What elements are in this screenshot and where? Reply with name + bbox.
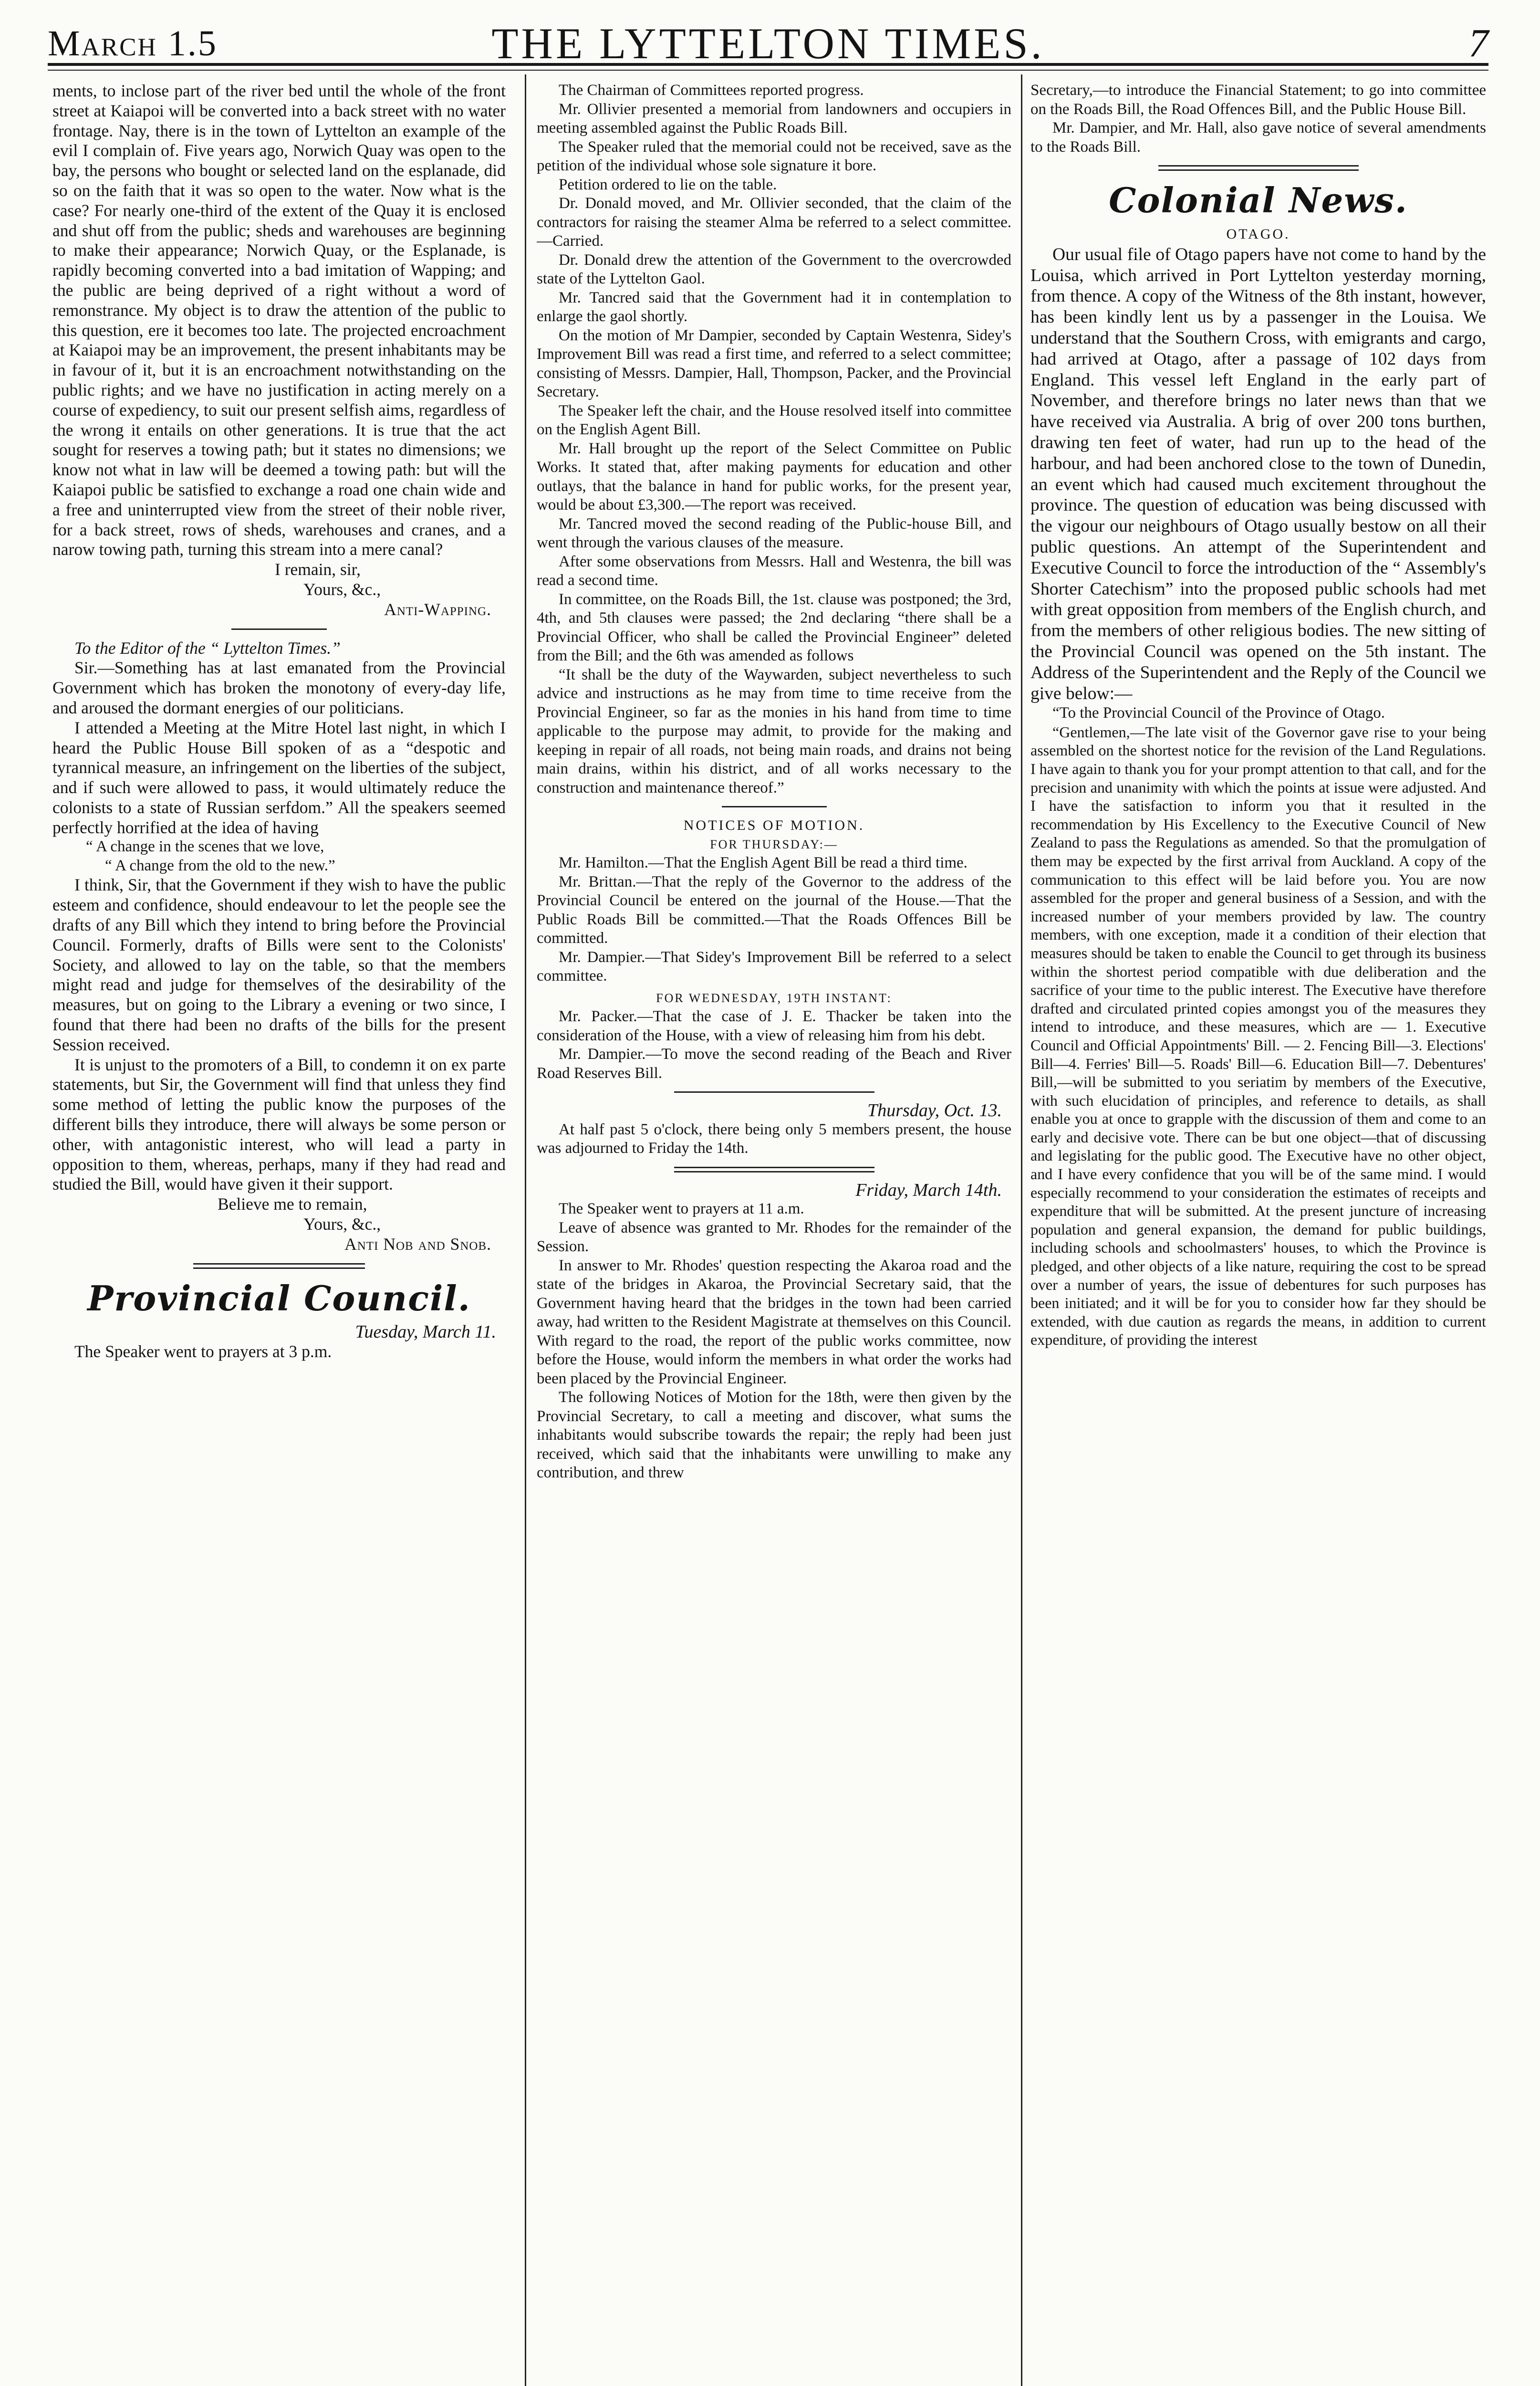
letter2-closing: Believe me to remain,: [218, 1194, 367, 1214]
letter2-quote-2: “ A change from the old to the new.”: [105, 857, 335, 874]
council-report-2: Mr. Ollivier presented a memorial from landowners and occupiers in meeting assembled against the Public Roads Bill.: [537, 100, 1011, 136]
letter2-heading: To the Editor of the “ Lyttelton Times.”: [74, 638, 341, 658]
letter2-para-2: I attended a Meeting at the Mitre Hotel last night, in which I heard the Public House Bill spoken of as a “despotic and tyrannical measure, an infringement on the liberties of the subject, and if such were allowed to pass, it would ultimately reduce the colonists to a state of Russian serfdom.” All the speakers seemed perfectly horrified at the idea of having: [52, 718, 506, 837]
council-report-1: The Chairman of Committees reported progress.: [559, 82, 864, 99]
notice-2: Mr. Brittan.—That the reply of the Governor to the address of the Provincial Council be entered on the journal of the House.—That the Public Roads Bill be committed.—That the Roads Offences Bill be committed.: [537, 873, 1011, 947]
notice-5: Mr. Dampier.—To move the second reading of the Beach and River Road Reserves Bill.: [537, 1046, 1011, 1082]
otago-intro: Our usual file of Otago papers have not come to hand by the Louisa, which arrived in Port Lyttelton yesterday morning, from thence. A copy of the Witness of the 8th instant, however, has been kindly lent us by a passenger in the Louisa. We understand that the Southern Cross, with emigrants and cargo, had arrived at Otago, after a passage of 102 days from England. This vessel left England in the early part of November, and therefore brings no later news than that we have received via Australia. A brig of over 200 tons burthen, drawing ten feet of water, had run up to the head of the harbour, and had been anchored close to the town of Dunedin, an event which had caused much excitement throughout the province. The question of education was being discussed with the vigour our neighbours of Otago usually bestow on all their public questions. An attempt of the Superintendent and Executive Council to force the introduction of the “ Assembly's Shorter Catechism” into the proposed public schools had met with great opposition from members of the English church, and from the members of other religious bodies. The new sitting of the Provincial Council was opened on the 5th instant. The Address of the Superintendent and the Reply of the Council we give below:—: [1030, 244, 1486, 703]
council-report-5: Dr. Donald moved, and Mr. Ollivier seconded, that the claim of the contractors for raising the steamer Alma be referred to a select committee.—Carried.: [537, 195, 1011, 250]
session-date-tuesday: Tuesday, March 11.: [355, 1321, 496, 1342]
friday-para-4: The following Notices of Motion for the 18th, were then given by the Provincial Secretary, to call a meeting and discover, what sums the inhabitants would subscribe towards the repair; the reply had been just received, which said that the inhabitants were unwilling to make any contribution, and threw: [537, 1389, 1011, 1481]
council-report-12: After some observations from Messrs. Hall and Westenra, the bill was read a second time.: [537, 553, 1011, 589]
letter1-body: ments, to inclose part of the river bed until the whole of the front street at Kaiapoi will be converted into a back street with no water frontage. Nay, there is in the town of Lyttelton an example of the evil I complain of. Five years ago, Norwich Quay was open to the bay, the persons who bought or selected land on the esplanade, did so on the faith that it was so open to the water. Now what is the case? For nearly one-third of the extent of the Quay it is enclosed and shut off from the public; sheds and warehouses are beginning to make their appearance; Norwich Quay, or the Esplanade, is rapidly becoming converted into a bad imitation of Wapping; and the public are being deprived of a right without a word of remonstrance. My object is to draw the attention of the public to this question, ere it becomes too late. The projected encroachment at Kaiapoi may be an improvement, the present inhabitants may be in favour of it, but it is an encroachment notwithstanding on the public rights; and we have no justification in acting merely on a course of expediency, to suit our present selfish aims, regardless of the wrong it entails on other generations. It is true that the act sought for reserves a towing path; but it states no dimensions; we know not what in law will be deemed a towing path: but will the Kaiapoi public be satisfied to exchange a road one chain wide and a free and uninterrupted view from the street of their noble river, for a back street, rows of sheds, warehouses and cranes, and a narow towing path, turning this stream into a mere canal?: [52, 81, 506, 559]
section-title-colonial-news: Colonial News.: [1109, 180, 1408, 220]
column-divider-1: [525, 74, 526, 2386]
council-report-7: Mr. Tancred said that the Government had it in contemplation to enlarge the gaol shortly.: [537, 289, 1011, 325]
letter2-para-1: Sir.—Something has at last emanated from the Provincial Government which has broken the monotony of every-day life, and aroused the dormant energies of our politicians.: [52, 658, 506, 717]
column-2: [537, 81, 1011, 2386]
council-report-13: In committee, on the Roads Bill, the 1st. clause was postponed; the 3rd, 4th, and 5th clauses were passed; the 2nd declaring “there shall be a Provincial Officer, who shall be called the Provincial Engineer” deleted from the Bill; and the 6th was amended as follows: [537, 590, 1011, 664]
friday-para-1: The Speaker went to prayers at 11 a.m.: [559, 1200, 804, 1217]
council-continued-1: Secretary,—to introduce the Financial Statement; to go into committee on the Roads Bill, the Road Offences Bill, and the Public House Bill.: [1030, 82, 1486, 118]
session-date-thursday: Thursday, Oct. 13.: [867, 1100, 1002, 1120]
council-report-8: On the motion of Mr Dampier, seconded by Captain Westenra, Sidey's Improvement Bill was read a first time, and referred to a select committee; consisting of Messrs. Dampier, Hall, Thompson, Packer, and the Provincial Secretary.: [537, 326, 1011, 400]
letter2-para-3: I think, Sir, that the Government if they wish to have the public esteem and confidence, should endeavour to let the people see the drafts of any Bill which they intend to bring before the Provincial Council. Formerly, drafts of Bills were sent to the Colonists' Society, and allowed to lay on the table, so that the members might read and judge for themselves of the desirability of the measures, but on going to the Library a evening or two since, I found that there had been no drafts of the bills for the present Session received.: [52, 875, 506, 1054]
friday-divider: [674, 1167, 874, 1172]
newspaper-title: THE LYTTELTON TIMES.: [491, 19, 1045, 68]
masthead: [48, 14, 1488, 67]
masthead-rule-thin: [48, 70, 1488, 71]
section-title-provincial-council: Provincial Council.: [87, 1277, 471, 1319]
masthead-rule: [48, 63, 1488, 66]
council-report-4: Petition ordered to lie on the table.: [559, 176, 777, 193]
notices-divider: [722, 806, 827, 807]
notice-1: Mr. Hamilton.—That the English Agent Bill be read a third time.: [559, 854, 968, 871]
section-divider: [193, 1263, 365, 1269]
column-1: [52, 81, 506, 2386]
address-heading: “To the Provincial Council of the Province of Otago.: [1052, 704, 1385, 722]
column-divider-2: [1021, 74, 1022, 2386]
letter2-para-4: It is unjust to the promoters of a Bill, to condemn it on ex parte statements, but Sir, the Government will find that unless they find some method of letting the public know the purposes of the different bills they introduce, there will always be some person or other, with antagonistic interest, who will lead a party in opposition to them, whereas, perhaps, many if they had read and studied the Bill, would have given it their support.: [52, 1055, 506, 1194]
notices-wednesday-label: FOR WEDNESDAY, 19TH INSTANT:: [656, 991, 892, 1005]
letter1-signature: Anti-Wapping.: [384, 599, 491, 619]
colonial-news-divider: [1158, 165, 1359, 171]
council-report-14: “It shall be the duty of the Waywarden, subject nevertheless to such advice and instructions as he may from time to time receive from the Provincial Engineer, so far as the monies in his hand from time to time applicable to the purpose may admit, to provide for the making and keeping in repair of all roads, not being main roads, and drains not being main drains, within his district, and of all works necessary to the construction and maintenance thereof.”: [537, 666, 1011, 796]
council-report-9: The Speaker left the chair, and the House resolved itself into committee on the English Agent Bill.: [537, 402, 1011, 438]
address-body: “Gentlemen,—The late visit of the Governor gave rise to your being assembled on the shortest notice for the revision of the Land Regulations. I have again to thank you for your prompt attention to that call, and for the precision and unanimity with which the points at issue were adjusted. And I have the satisfaction to inform you that it resulted in the recommendation by His Excellency to the Executive Council of New Zealand to pass the Regulations as amended. So that the promulgation of them may be expected by the first arrival from Auckland. A copy of the communication to this effect will be laid before you. You are now assembled for the proper and general business of a Session, and with the increased number of your members provided by law. The country members, with one exception, made it a condition of their election that measures should be taken to enable the Council to get through its business within the shortest period compatible with due deliberation and the sacrifice of your time to the public interest. The Executive have therefore drafted and circulated printed copies amongst you of the measures they intend to introduce, and these measures, which are — 1. Executive Council and Official Appointments' Bill. — 2. Fencing Bill—3. Elections' Bill—4. Ferries' Bill—5. Roads' Bill—6. Education Bill—7. Debentures' Bill,—will be submitted to you seriatim by members of the Executive, with such elucidation of principles, and reference to details, as shall enable you at once to grapple with the discussion of them and come to an early and decisive vote. There can be but one object—that of discussing and legislating for the public good. The Executive have no other object, and I have every confidence that you will be of the same mind. I would especially recommend to your consideration the estimates of receipts and expenditure that will be submitted. At the present juncture of increasing population and general expansion, the demand for public buildings, including schools and schoolmasters' houses, to which the Province is pledged, and other objects of a like nature, requiring the cost to be spread over a number of years, the issue of debentures for such purposes has been initiated; and it will be for you to consider how far they should be extended, with due caution as regards the means, in addition to current expenditure, of providing the interest: [1030, 723, 1486, 1349]
thursday-divider: [674, 1091, 874, 1093]
page-number: 7: [1468, 21, 1488, 65]
friday-para-3: In answer to Mr. Rhodes' question respecting the Akaroa road and the state of the bridges in Akaroa, the Provincial Secretary said, that the Government having heard that the bridges in the town had been carried away, had written to the Resident Magistrate at themselves on this Council. With regard to the road, the report of the public works committee, now before the House, would inform the members in what order the works had been placed by the Provincial Engineer.: [537, 1256, 1011, 1387]
letter1-closing: I remain, sir,: [275, 560, 361, 579]
council-continued-2: Mr. Dampier, and Mr. Hall, also gave notice of several amendments to the Roads Bill.: [1030, 119, 1486, 156]
letter-divider: [231, 628, 327, 630]
notice-4: Mr. Packer.—That the case of J. E. Thacker be taken into the consideration of the House, with a view of releasing him from his debt.: [537, 1008, 1011, 1044]
thursday-para: At half past 5 o'clock, there being only 5 members present, the house was adjourned to Friday the 14th.: [537, 1120, 1011, 1157]
letter2-yours: Yours, &c.,: [303, 1214, 381, 1234]
letter1-yours: Yours, &c.,: [303, 579, 381, 599]
council-report-3: The Speaker ruled that the memorial could not be received, save as the petition of the individual whose sole signature it bore.: [537, 138, 1011, 174]
friday-para-2: Leave of absence was granted to Mr. Rhodes for the remainder of the Session.: [537, 1219, 1011, 1255]
notice-3: Mr. Dampier.—That Sidey's Improvement Bill be referred to a select committee.: [537, 948, 1011, 984]
council-para-1: The Speaker went to prayers at 3 p.m.: [74, 1342, 332, 1361]
session-date-friday: Friday, March 14th.: [855, 1180, 1002, 1200]
notices-thursday-label: FOR THURSDAY:—: [710, 837, 838, 851]
column-3: [1030, 81, 1486, 2386]
letter2-signature: Anti Nob and Snob.: [344, 1234, 491, 1254]
issue-date: March 1.5: [48, 23, 218, 63]
council-report-11: Mr. Tancred moved the second reading of the Public-house Bill, and went through the various clauses of the measure.: [537, 515, 1011, 551]
otago-subtitle: OTAGO.: [1226, 226, 1290, 242]
notices-title: NOTICES OF MOTION.: [683, 817, 865, 833]
council-report-10: Mr. Hall brought up the report of the Select Committee on Public Works. It stated that, after making payments for education and other outlays, that the balance in hand for public works, for the present year, would be about £3,300.—The report was received.: [537, 440, 1011, 513]
council-report-6: Dr. Donald drew the attention of the Government to the overcrowded state of the Lyttelton Gaol.: [537, 251, 1011, 287]
letter2-quote-1: “ A change in the scenes that we love,: [86, 838, 324, 856]
